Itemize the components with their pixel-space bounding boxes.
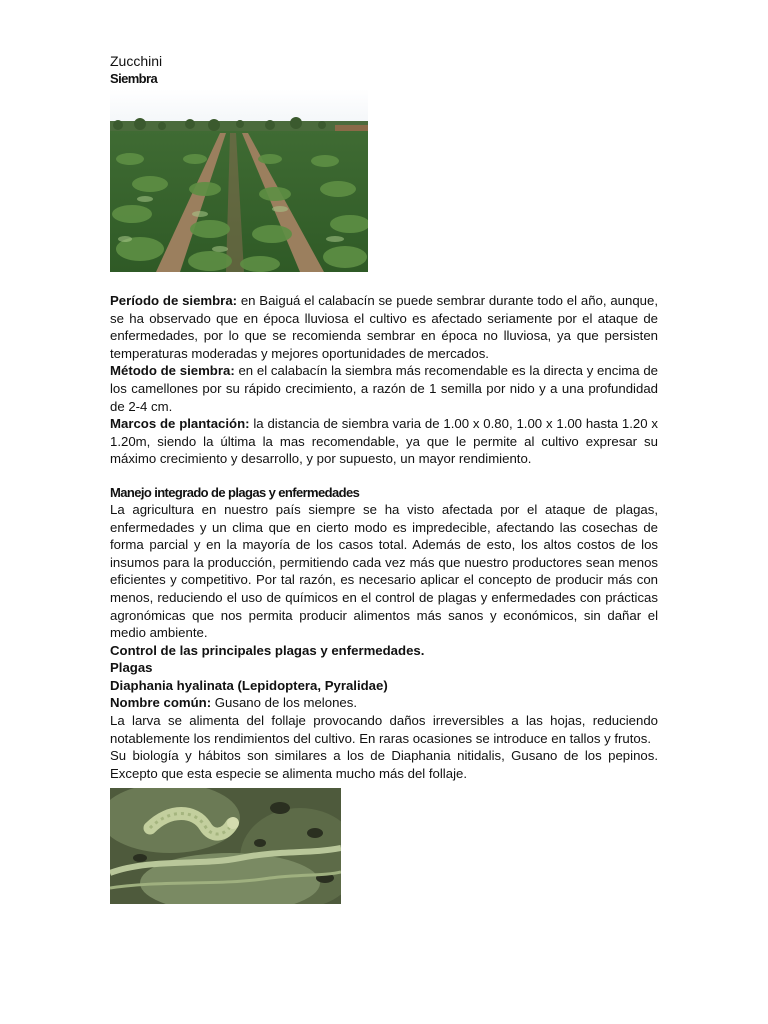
- label-metodo: Método de siembra:: [110, 363, 235, 379]
- paragraph-metodo: [110, 362, 658, 415]
- heading-plagas: Plagas: [110, 660, 153, 676]
- paragraph-biologia: Su biología y hábitos son similares a los de Diaphania nitidalis, Gusano de los pepinos. Excepto que esta especie se alimenta mucho más del follaje.: [110, 748, 658, 781]
- paragraph-periodo: [110, 292, 658, 362]
- text-metodo: en el calabacín la siembra más recomendable es la directa y encima de los camellones por su rápido crecimiento, a razón de 1 semilla por nido y a una profundidad de 2-4 cm.: [110, 363, 658, 414]
- text-marcos: la distancia de siembra varia de 1.00 x 0.80, 1.00 x 1.00 hasta 1.20 x 1.20m, siendo la última la mas recomendable, ya que le permite al cultivo expresar su máximo crecimiento y desarrollo, y por supuesto, un mayor rendimiento.: [110, 416, 658, 467]
- document-page: [110, 52, 658, 904]
- section-heading-manejo: Manejo integrado de plagas y enfermedades: [110, 484, 360, 500]
- paragraph-nombre: [110, 694, 658, 712]
- paragraph-manejo: La agricultura en nuestro país siempre se ha visto afectada por el ataque de plagas, enfermedades y un clima que en cierto modo es impredecible, afectando las cosechas de forma parcial y en la mayoría de los casos total. Además de esto, los altos costos de los insumos para la producción, permitiendo cada vez más que nuestro productores sean menos eficientes y competitivo. Por tal razón, es necesario aplicar el concepto de producir más con menos, reduciendo el uso de químicos en el control de plagas y enfermedades con prácticas agronómicas que nos permita producir alimentos más sanos y económicos, sin dañar el medio ambiente.: [110, 501, 658, 641]
- label-nombre: Nombre común:: [110, 695, 212, 711]
- paragraph-marcos: [110, 415, 658, 468]
- label-marcos: Marcos de plantación:: [110, 416, 250, 432]
- section-heading-siembra: Siembra: [110, 71, 158, 86]
- photo-field-icon: [110, 89, 368, 272]
- photo-larva-icon: [110, 788, 341, 904]
- text-nombre: Gusano de los melones.: [211, 695, 357, 711]
- heading-species: Diaphania hyalinata (Lepidoptera, Pyralidae): [110, 677, 388, 693]
- heading-control: Control de las principales plagas y enfermedades.: [110, 642, 425, 658]
- paragraph-larva: La larva se alimenta del follaje provocando daños irreversibles a las hojas, reduciendo notablemente los rendimientos del cultivo. En raras ocasiones se introduce en tallos y frutos.: [110, 713, 658, 746]
- document-title: Zucchini: [110, 53, 163, 69]
- text-periodo: en Baiguá el calabacín se puede sembrar durante todo el año, aunque, se ha observado que en época lluviosa el cultivo es afectado seriamente por el ataque de enfermedades, por lo que se recomienda sembrar en época no lluviosa, ya que persisten temperaturas moderadas y mejores oportunidades de mercados.: [110, 293, 658, 361]
- label-periodo: Período de siembra:: [110, 293, 238, 308]
